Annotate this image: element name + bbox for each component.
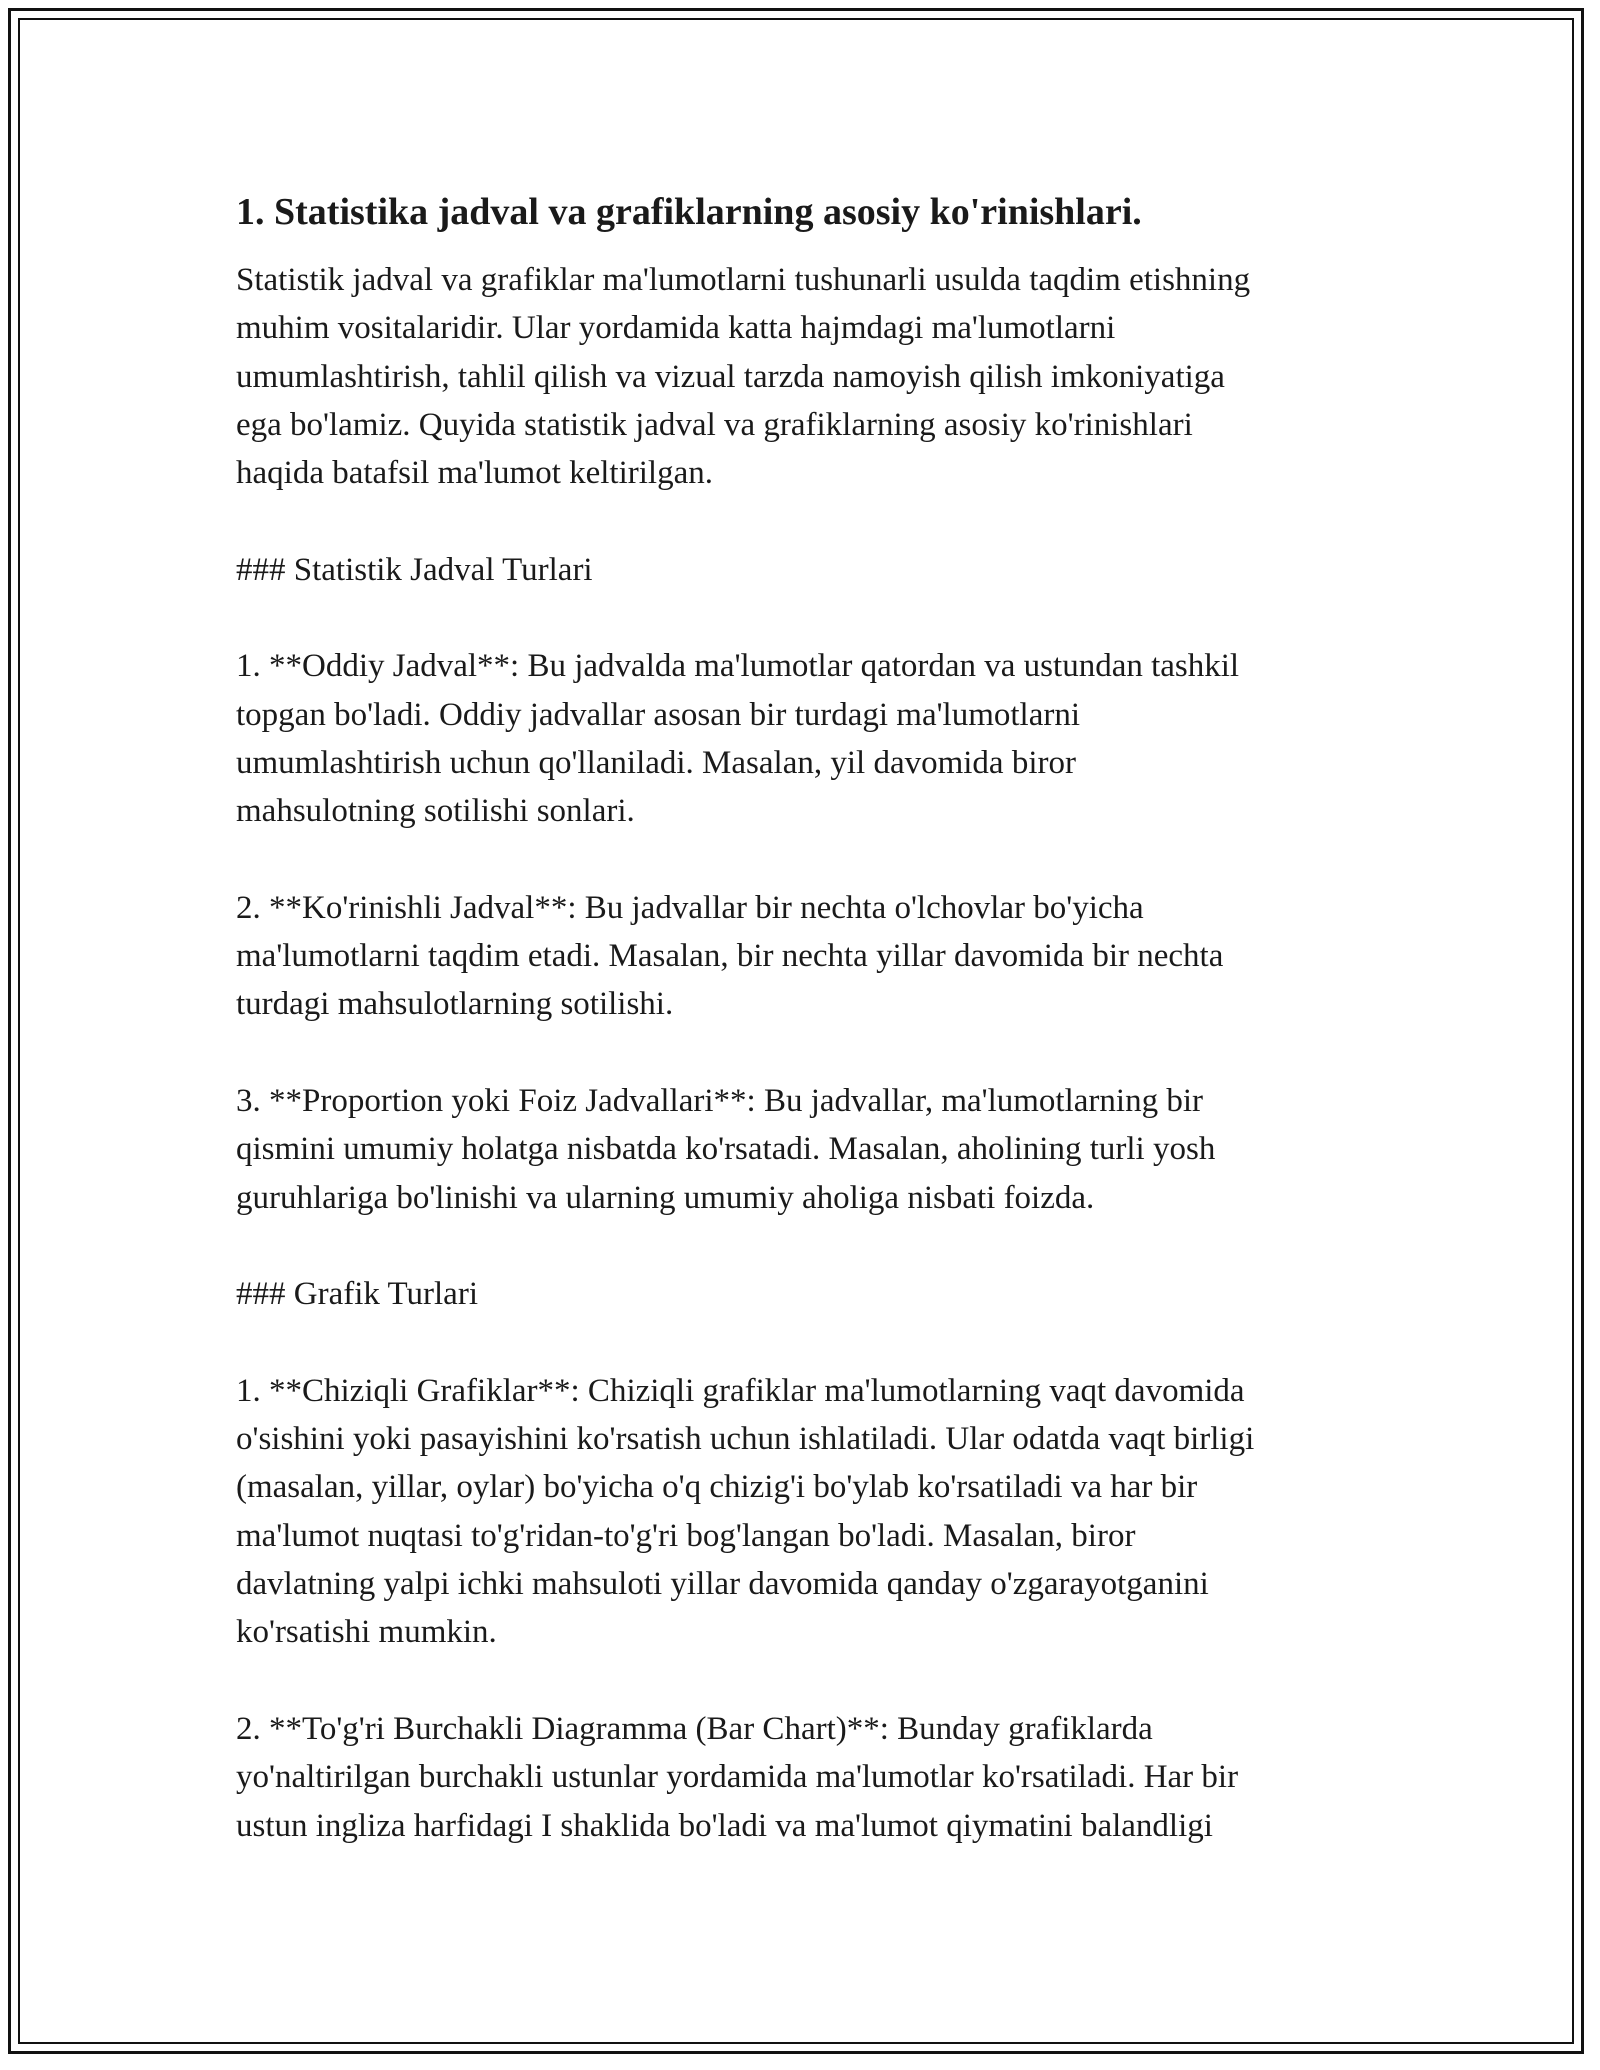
paragraph-intro: Statistik jadval va grafiklar ma'lumotlarni tushunarli usulda taqdim etishning muhim vositalaridir. Ular yordamida katta hajmdagi ma'lumotlarni umumlashtirish, tahlil qilish va vizual tarzda namoyish qilish imkoniyatiga ega bo'lamiz. Quyida statistik jadval va grafiklarning asosiy ko'rinishlari haqida batafsil ma'lumot keltirilgan. [236, 262, 1251, 492]
paragraph-bar-chart: 2. **To'g'ri Burchakli Diagramma (Bar Chart)**: Bunday grafiklarda yo'naltirilgan burchakli ustunlar yordamida ma'lumotlar ko'rsatiladi. Har bir ustun ingliza harfidagi I shaklida bo'ladi va ma'lumot qiymatini balandligi [236, 1710, 1239, 1844]
document-body [236, 188, 1416, 1850]
document-title: 1. Statistika jadval va grafiklarning asosiy ko'rinishlari. [236, 191, 1142, 233]
paragraph-simple-table: 1. **Oddiy Jadval**: Bu jadvalda ma'lumotlar qatordan va ustundan tashkil topgan bo'ladi. Oddiy jadvallar asosan bir turdagi ma'lumotlarni umumlashtirish uchun qo'llaniladi. Masalan, yil davomida biror mahsulotning sotilishi sonlari. [236, 648, 1240, 830]
heading-table-types: ### Statistik Jadval Turlari [236, 551, 593, 588]
paragraph-visual-table: 2. **Ko'rinishli Jadval**: Bu jadvallar bir nechta o'lchovlar bo'yicha ma'lumotlarni taqdim etadi. Masalan, bir nechta yillar davomida bir nechta turdagi mahsulotlarning sotilishi. [236, 889, 1224, 1023]
paragraph-proportion-table: 3. **Proportion yoki Foiz Jadvallari**: Bu jadvallar, ma'lumotlarning bir qismini umumiy holatga nisbatda ko'rsatadi. Masalan, aholining turli yosh guruhlariga bo'linishi va ularning umumiy aholiga nisbati foizda. [236, 1083, 1216, 1216]
paragraph-line-graphs: 1. **Chiziqli Grafiklar**: Chiziqli grafiklar ma'lumotlarning vaqt davomida o'sishini yoki pasayishini ko'rsatish uchun ishlatiladi. Ular odatda vaqt birligi (masalan, yillar, oylar) bo'yicha o'q chizig'i bo'ylab ko'rsatiladi va har bir ma'lumot nuqtasi to'g'ridan-to'g'ri bog'langan bo'ladi. Masalan, biror davlatning yalpi ichki mahsuloti yillar davomida qanday o'zgarayotganini ko'rsatishi mumkin. [236, 1372, 1255, 1651]
heading-graph-types: ### Grafik Turlari [236, 1276, 478, 1313]
